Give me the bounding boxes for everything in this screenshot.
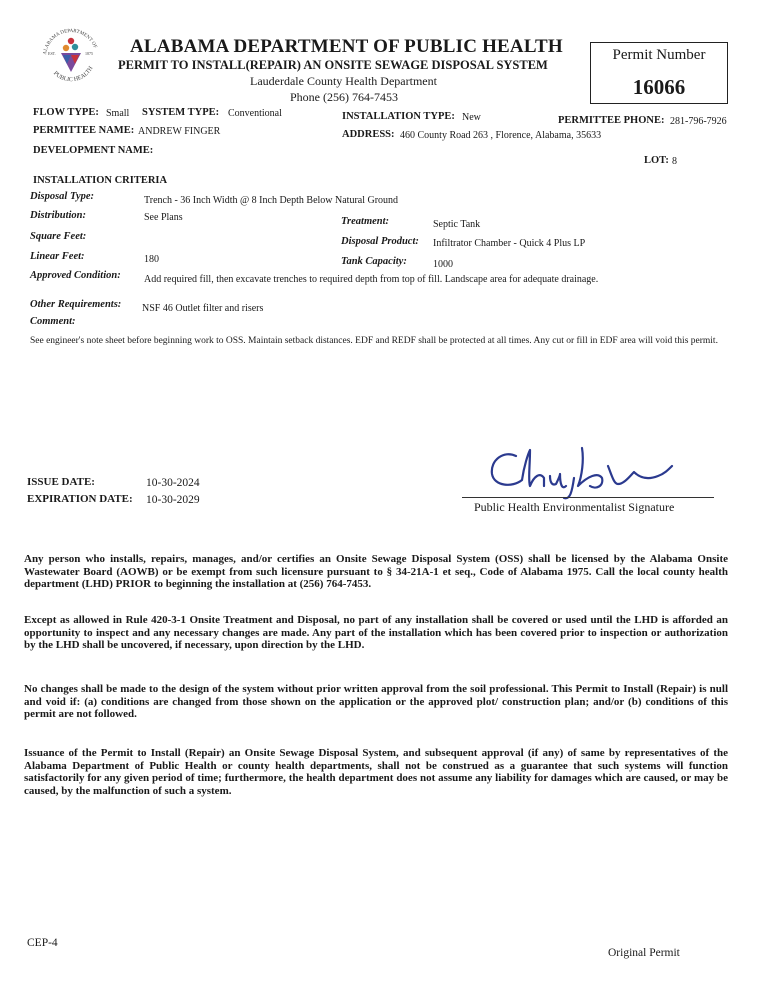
tank-capacity-value: 1000 [433,259,453,270]
expiration-date-value: 10-30-2029 [146,494,200,506]
comment-label: Comment: [30,316,76,327]
distribution-value: See Plans [144,212,183,223]
treatment-value: Septic Tank [433,219,481,230]
lot-value: 8 [672,156,677,167]
county-department: Lauderdale County Health Department [250,74,437,88]
system-type-label: SYSTEM TYPE: [142,107,220,118]
disposal-type-value: Trench - 36 Inch Width @ 8 Inch Depth Below Natural Ground [144,195,399,206]
document-title: ALABAMA DEPARTMENT OF PUBLIC HEALTH [130,36,563,57]
document-subtitle: PERMIT TO INSTALL(REPAIR) AN ONSITE SEWAGE DISPOSAL SYSTEM [118,58,548,72]
svg-text:1875: 1875 [85,51,93,56]
approved-condition-value: Add required fill, then excavate trenches to required depth from top of fill. Landscape area for adequate drainage. [144,274,599,285]
lot-label: LOT: [644,155,669,166]
address-label: ADDRESS: [342,129,395,140]
svg-text:ALABAMA DEPARTMENT OF: ALABAMA DEPARTMENT OF [43,28,98,56]
installation-type-label: INSTALLATION TYPE: [342,111,455,122]
disposal-product-value: Infiltrator Chamber - Quick 4 Plus LP [433,238,586,249]
permittee-name-label: PERMITTEE NAME: [33,125,135,136]
permit-number-label: Permit Number [612,47,706,63]
form-code: CEP-4 [27,937,58,949]
expiration-date-label: EXPIRATION DATE: [27,493,133,505]
other-requirements-value: NSF 46 Outlet filter and risers [142,303,264,314]
changes-paragraph: No changes shall be made to the design of the system without prior written approval from the soil professional. This Permit to Install (Repair) is null and void if: (a) conditions are changed from those shown on the application or the approved plot/ construction plan; and/or (b) conditions of this permit are not followed. [24,683,728,720]
permittee-phone-value: 281-796-7926 [670,116,727,127]
installation-criteria-heading: INSTALLATION CRITERIA [33,175,168,186]
adph-seal-logo [36,22,106,92]
approved-condition-label: Approved Condition: [30,270,121,281]
liability-paragraph: Issuance of the Permit to Install (Repair) an Onsite Sewage Disposal System, and subsequent approval (if any) of same by representatives of the Alabama Department of Public Health or county health departments, shall not be construed as a guarantee that such systems will function satisfactorily for any given period of time; furthermore, the health department does not assume any liability for damages which are caused, or may be caused, by the malfunction of such a system. [24,747,728,797]
signature-line [462,497,714,498]
copy-label: Original Permit [608,947,680,959]
issue-date-label: ISSUE DATE: [27,476,95,488]
linear-feet-value: 180 [144,254,159,265]
handwritten-signature [478,436,678,500]
permit-number-value: 16066 [632,75,686,99]
svg-text:PUBLIC HEALTH: PUBLIC HEALTH [52,65,95,84]
disposal-product-label: Disposal Product: [341,236,419,247]
licensing-paragraph: Any person who installs, repairs, manages, and/or certifies an Onsite Sewage Disposal System (OSS) shall be licensed by the Alabama Onsite Wastewater Board (AOWB) or be exempt from such licensure pursuant to § 34-21A-1 et seq., Code of Alabama 1975. Call the local county health department (LHD) PRIOR to beginning the installation at (256) 764-7453. [24,553,728,590]
distribution-label: Distribution: [30,210,87,221]
system-type-value: Conventional [228,108,282,119]
permit-number-box [590,42,728,104]
permittee-name-value: ANDREW FINGER [138,126,221,137]
linear-feet-label: Linear Feet: [30,251,85,262]
signature-caption: Public Health Environmentalist Signature [474,500,675,514]
treatment-label: Treatment: [341,216,390,227]
inspection-paragraph: Except as allowed in Rule 420-3-1 Onsite Treatment and Disposal, no part of any installation shall be covered or used until the LHD is afforded an opportunity to inspect and any necessary changes are made. Any part of the installation which has been covered prior to inspection or authorization by the LHD shall be uncovered, if necessary, upon direction by the LHD. [24,614,728,651]
comment-value: See engineer's note sheet before beginning work to OSS. Maintain setback distances. EDF and REDF shall be protected at all times. Any cut or fill in EDF area will void this permit. [30,336,718,346]
issue-date-value: 10-30-2024 [146,477,200,489]
disposal-type-label: Disposal Type: [30,191,95,202]
permittee-phone-label: PERMITTEE PHONE: [558,115,665,126]
department-phone: Phone (256) 764-7453 [290,90,398,104]
flow-type-label: FLOW TYPE: [33,107,99,118]
address-value: 460 County Road 263 , Florence, Alabama, 35633 [400,130,602,141]
development-name-label: DEVELOPMENT NAME: [33,145,154,156]
tank-capacity-label: Tank Capacity: [341,256,407,267]
other-requirements-label: Other Requirements: [30,299,122,310]
flow-type-value: Small [106,108,130,119]
square-feet-label: Square Feet: [30,231,87,242]
svg-text:EST.: EST. [48,51,56,56]
installation-type-value: New [462,112,481,123]
